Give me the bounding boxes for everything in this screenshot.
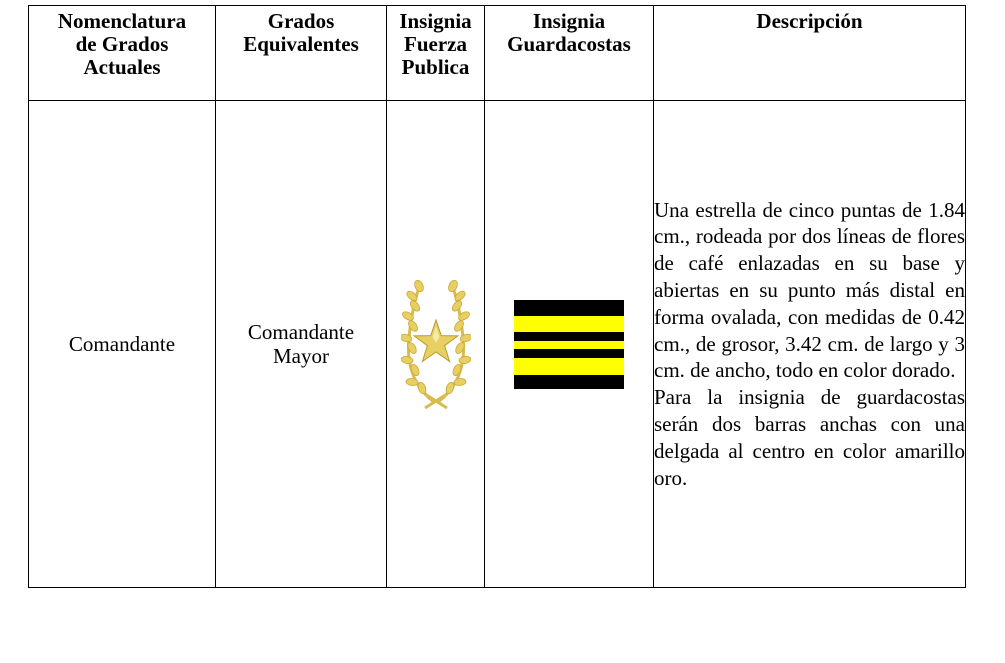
stripe-yellow	[514, 341, 624, 349]
guardacostas-stripes	[514, 300, 624, 389]
cell-grados-equivalentes: Comandante Mayor	[216, 101, 387, 588]
insignia-fuerza-publica	[387, 276, 484, 412]
header-insignia-guardacostas: Insignia Guardacostas	[485, 6, 654, 101]
grades-table	[28, 5, 966, 588]
descripcion-paragraph-2: Para la insignia de guardacostas serán dos barras anchas con una delgada al centro en color amarillo oro.	[654, 385, 965, 490]
insignia-guardacostas	[485, 300, 653, 389]
header-insignia-fuerza-publica: Insignia Fuerza Publica	[387, 6, 485, 101]
header-grados-equivalentes: Grados Equivalentes	[216, 6, 387, 101]
table-header-row	[29, 6, 966, 101]
cell-nomenclatura: Comandante	[29, 101, 216, 588]
stripe-yellow	[514, 316, 624, 332]
descripcion-paragraph-1: Una estrella de cinco puntas de 1.84 cm., rodeada por dos líneas de flores de café enlazadas en su base y abiertas en su punto más distal en forma ovalada, con medidas de 0.42 cm., de grosor, 3.42 cm. de largo y 3 cm. de ancho, todo en color dorado.	[654, 197, 965, 383]
header-nomenclatura: Nomenclatura de Grados Actuales	[29, 6, 216, 101]
cell-insignia-fuerza-publica	[387, 101, 485, 588]
stripe-black	[514, 349, 624, 358]
stripe-black	[514, 375, 624, 389]
descripcion-text	[654, 197, 965, 492]
cell-descripcion	[654, 101, 966, 588]
header-descripcion: Descripción	[654, 6, 966, 101]
stripe-black	[514, 332, 624, 341]
table-row	[29, 101, 966, 588]
stripe-black	[514, 300, 624, 316]
cell-insignia-guardacostas	[485, 101, 654, 588]
gold-star-laurel-wreath-icon	[401, 276, 471, 412]
stripe-yellow	[514, 358, 624, 375]
